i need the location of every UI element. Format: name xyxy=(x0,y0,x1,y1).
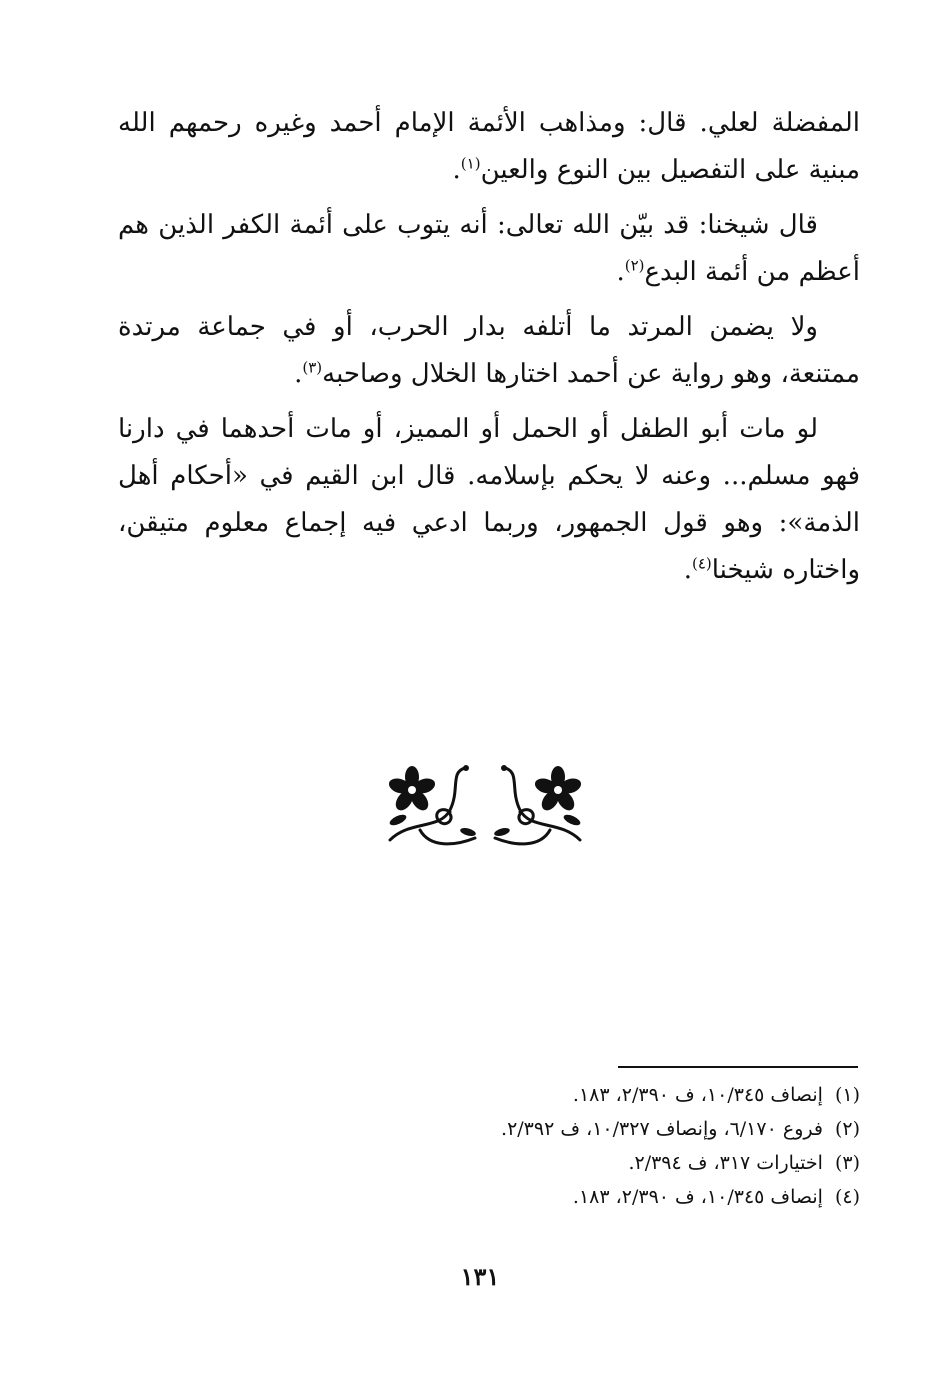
paragraph-1: المفضلة لعلي. قال: ومذاهب الأئمة الإمام أحمد وغيره رحمهم الله مبنية على التفصيل بين النوع والعين$^{(١)}$. xyxy=(118,108,860,185)
footnote-text: فروع ٦/١٧٠، وإنصاف ١٠/٣٢٧، ف ٢/٣٩٢. xyxy=(501,1118,823,1140)
floral-vignette-icon xyxy=(380,760,590,852)
footnote-number: (٤) xyxy=(834,1186,860,1208)
page-number: ١٣١ xyxy=(460,1262,500,1291)
main-text xyxy=(118,100,860,602)
footnote-1 xyxy=(300,1078,860,1112)
footnote-number: (٢) xyxy=(834,1118,860,1140)
footnote-text: اختيارات ٣١٧، ف ٢/٣٩٤. xyxy=(628,1152,823,1174)
paragraph-4: لو مات أبو الطفل أو الحمل أو المميز، أو مات أحدهما في دارنا فهو مسلم... وعنه لا يحكم بإسلامه. قال ابن القيم في «أحكام أهل الذمة»: وهو قول الجمهور، وربما ادعي فيه إجماع معلوم متيقن، واختاره شيخنا$^{(٤)}$. xyxy=(118,414,860,585)
paragraph-2: قال شيخنا: قد بيّن الله تعالى: أنه يتوب على أئمة الكفر الذين هم أعظم من أئمة البدع$^{(٢)}$. xyxy=(118,210,860,287)
footnote-text: إنصاف ١٠/٣٤٥، ف ٢/٣٩٠، ١٨٣. xyxy=(572,1186,823,1208)
footnote-3 xyxy=(300,1146,860,1180)
footnote-marker-2[interactable]: (٢) xyxy=(624,256,645,275)
footnote-marker-3[interactable]: (٣) xyxy=(302,358,323,377)
footnote-number: (٣) xyxy=(834,1152,860,1174)
footnote-separator xyxy=(618,1066,858,1068)
footnotes xyxy=(300,1078,860,1214)
paragraph-3: ولا يضمن المرتد ما أتلفه بدار الحرب، أو في جماعة مرتدة ممتنعة، وهو رواية عن أحمد اختارها الخلال وصاحبه$^{(٣)}$. xyxy=(118,312,860,389)
footnote-text: إنصاف ١٠/٣٤٥، ف ٢/٣٩٠، ١٨٣. xyxy=(572,1084,823,1106)
footnote-marker-1[interactable]: (١) xyxy=(460,154,481,173)
footnote-number: (١) xyxy=(834,1084,860,1106)
footnote-4 xyxy=(300,1180,860,1214)
footnote-2 xyxy=(300,1112,860,1146)
footnote-marker-4[interactable]: (٤) xyxy=(691,554,712,573)
